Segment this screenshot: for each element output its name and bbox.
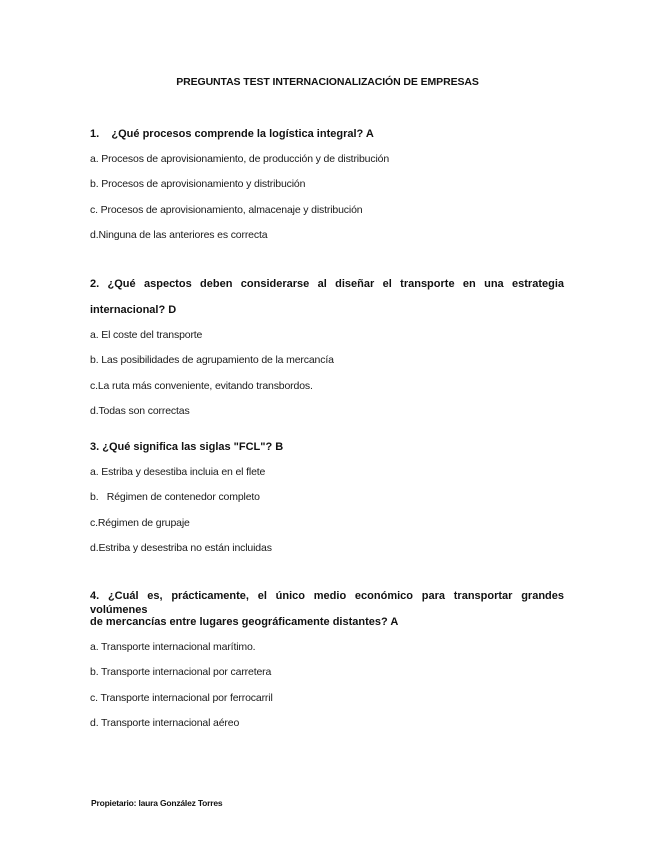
question-3-text: 3. ¿Qué significa las siglas "FCL"? B: [90, 441, 284, 453]
question-1: [90, 127, 564, 254]
question-4-option-c: c. Transporte internacional por ferrocarril: [90, 691, 273, 704]
question-2-option-d: d.Todas son correctas: [90, 404, 190, 417]
question-2-option-b: b. Las posibilidades de agrupamiento de la mercancía: [90, 354, 334, 367]
document-title: PREGUNTAS TEST INTERNACIONALIZACIÓN DE EMPRESAS: [176, 76, 479, 88]
question-4-text: [90, 589, 564, 629]
question-4-text-line-1: 4. ¿Cuál es, prácticamente, el único medio económico para transportar grandes volúmenes: [90, 590, 564, 616]
question-3: [90, 440, 564, 567]
question-3-option-a: a. Estriba y desestiba incluia en el flete: [90, 466, 266, 478]
question-2-text-line-2: internacional? D: [90, 304, 177, 316]
question-1-option-a: a. Procesos de aprovisionamiento, de producción y de distribución: [90, 153, 390, 165]
question-3-option-d: d.Estriba y desestriba no están incluidas: [90, 541, 272, 554]
question-4-option-a: a. Transporte internacional marítimo.: [90, 641, 256, 653]
question-4-option-b: b. Transporte internacional por carretera: [90, 666, 272, 679]
question-2-option-c: c.La ruta más conveniente, evitando transbordos.: [90, 379, 313, 392]
question-1-option-c: c. Procesos de aprovisionamiento, almacenaje y distribución: [90, 203, 363, 216]
question-2-text-line-1: 2. ¿Qué aspectos deben considerarse al diseñar el transporte en una estrategia: [90, 278, 564, 290]
question-1-option-d: d.Ninguna de las anteriores es correcta: [90, 228, 268, 241]
question-1-option-b: b. Procesos de aprovisionamiento y distribución: [90, 178, 306, 191]
question-2: [90, 277, 564, 430]
question-4-text-line-2: de mercancías entre lugares geográficamente distantes? A: [90, 616, 399, 628]
question-2-option-a: a. El coste del transporte: [90, 329, 203, 341]
question-4: [90, 589, 564, 742]
footer-owner: Propietario: laura González Torres: [91, 798, 223, 808]
question-4-option-d: d. Transporte internacional aéreo: [90, 716, 240, 729]
question-3-option-b: b. Régimen de contenedor completo: [90, 491, 260, 504]
question-3-option-c: c.Régimen de grupaje: [90, 516, 190, 529]
question-1-text: 1. ¿Qué procesos comprende la logística integral? A: [90, 128, 374, 140]
question-2-text: [90, 277, 564, 317]
